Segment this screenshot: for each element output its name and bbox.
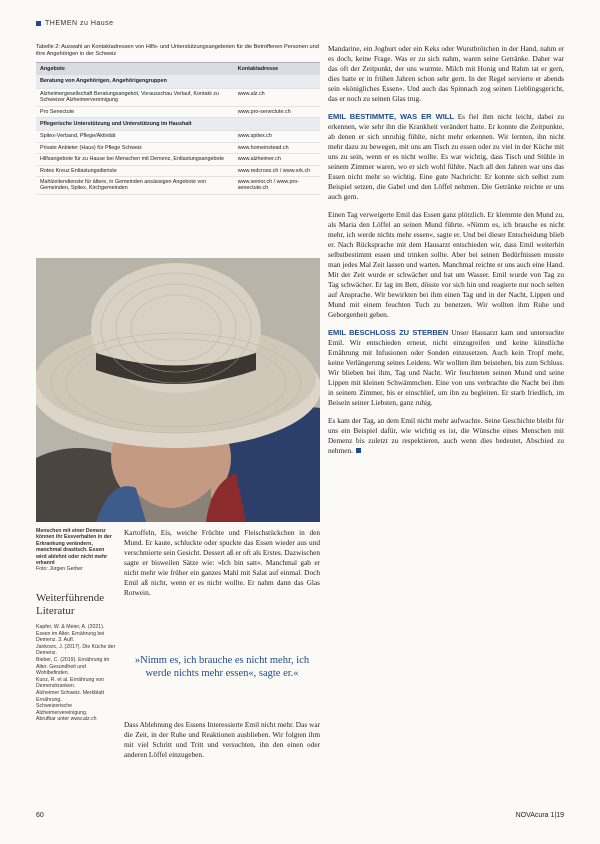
table-section-title: Beratung von Angehörigen, Angehörigengruppen (36, 75, 320, 88)
table-row (36, 131, 320, 142)
contact-table (36, 62, 320, 195)
literature-block (36, 592, 116, 723)
table-cell-contact[interactable]: www.spitex.ch (234, 131, 320, 142)
table-section-title: Pflegerische Unterstützung und Unterstützung im Haushalt (36, 118, 320, 131)
paragraph: Einen Tag verweigerte Emil das Essen ganz plötzlich. Er klemmte den Mund zu, als Maria den Löffel an seinen Mund führte. »Nimm es, ich brauche es nicht mehr, ich werde nichts mehr essen«, sagte er. Und bei dieser Entscheidung blieb er. Nach Rücksprache mit dem Hausarzt entschieden wir, dass Emil weiterhin selbstbestimmt essen und trinken sollte. Aber bei seinen Bedürfnissen musste man jedes Mal Zeit lassen und warten. Manchmal reichte er uns auch eine Hand. Mit der Zeit wurde er schwächer und bat um Wasser. Emil wurde von Tag zu Tag schwächer. Er lag im Bett, dösste vor sich hin und reagierte nur noch selten auf Ansprache. Wir bewirkten bei ihm einen Tag und in der Nacht, Lippen und Mund mit einem feuchten Tuch zu benetzen. Wir wollten ihm Ruhe und Geborgenheit geben. (328, 210, 564, 319)
subheading: EMIL BESCHLOSS ZU STERBEN (328, 328, 449, 337)
table-cell-offer: Hilfsangebote für zu Hause bei Menschen mit Demenz, Entlastungsangebote (36, 154, 234, 165)
table-cell-contact[interactable]: www.alzheimer.ch (234, 154, 320, 165)
table-row (36, 106, 320, 117)
body-text-middle-1: Kartoffeln, Eis, weiche Früchte und Fleischstückchen in den Mund. Er kaute, schluckte oder spuckte das Essen wieder aus und verschmierte sein Gesicht. Dessert aß er oft als Erstes. Dazwischen sagte er bisweilen Sätze wie: »Ich bin satt«. Manchmal gab er nicht mehr wie früher ein ganzes Mahl mit Salat auf einmal. Doch Emil aß nicht, wenn er es nicht wollte. Er nahm dann das Glas Rotwein. (124, 528, 320, 597)
paragraph: Es kam der Tag, an dem Emil nicht mehr aufwachte. Seine Geschichte bleibt für uns ein Beispiel dafür, wie wichtig es ist, die Wünsche eines Menschen mit Demenz bis zuletzt zu respektieren, auch wenn dies bedeutet, Abschied zu nehmen. (328, 416, 564, 455)
table-cell-offer: Mahlzeitendienste für ältere, in Gemeinden ansässigen Angebote von Gemeinden, Spitex, Kirchgemeinden (36, 177, 234, 195)
page-number-left: 60 (36, 812, 44, 819)
table-cell-contact[interactable]: www.redcross.ch / www.srk.ch (234, 165, 320, 176)
photo-credit: Foto: Jürgen Gerber (36, 566, 83, 573)
subheading: EMIL BESTIMMTE, WAS ER WILL (328, 112, 454, 121)
table-row (36, 88, 320, 106)
man-with-hat-photo (36, 258, 320, 522)
pull-quote: »Nimm es, ich brauche es nicht mehr, ich werde nichts mehr essen«, sagte er.« (134, 655, 310, 679)
literature-list: Kapfer, W. & Meier, A. (2021). Essen im Alter. Ernährung bei Demenz. 3. Aufl. Jankovic, J. (2017). Die Küche der Demenz. Bieber, C. (2019). Ernährung im Alter. Gesundheit und Wohlbefinden. Kunz, R. et al. Ernährung von Demenzkranken. Alzheimer Schweiz. Merkblatt Ernährung. Schweizerische Alzheimervereinigung. Abrufbar unter www.alz.ch (36, 624, 116, 723)
table-cell-offer: Private Anbieter (Haus) für Pflege Schweiz (36, 142, 234, 153)
table-header-offers: Angebote (36, 63, 234, 76)
running-header (36, 20, 114, 27)
end-of-article-icon (356, 448, 361, 453)
table-cell-contact[interactable]: www.senior.ch / www.pro-senectute.ch (234, 177, 320, 195)
photo-caption: Menschen mit einer Demenz können ihr Essverhalten in der Erkrankung verändern, manchmal drastisch. Essen wird ablehnt oder nicht mehr erkannt Foto: Jürgen Gerber (36, 528, 116, 573)
page-number-right: NOVAcura 1|19 (515, 812, 564, 819)
table-caption: Tabelle 2: Auswahl an Kontaktadressen von Hilfs- und Unterstützungsangeboten für die Betroffenen Personen und ihre Angehörigen in der Schweiz (36, 44, 319, 57)
table-row (36, 142, 320, 153)
table-row (36, 177, 320, 195)
table-cell-contact[interactable]: www.pro-senectute.ch (234, 106, 320, 117)
table-header-contact: Kontaktadresse (234, 63, 320, 76)
table-cell-offer: Rotes Kreuz Entlastungsdienste (36, 165, 234, 176)
table-row (36, 165, 320, 176)
table-cell-contact[interactable]: www.homeinstead.ch (234, 142, 320, 153)
literature-heading: Weiterführende Literatur (36, 592, 105, 617)
contact-table-block (36, 44, 320, 195)
paragraph: Mandarine, ein Joghurt oder ein Keks oder Wurstbrötchen in der Hand, nahm er es doch, keine Frage. Was er zu sich nahm, waren seine Getränke. Daher war das oft der Zeitpunkt, der uns wurmte. Milch mit Honig und Rahm tat er gern, dies hatte er in frühen Jahren schon sehr gern. In der Regel servierte er abends sein »königliches Essen«. Und auch das Spinnach zog seinen Lieblingsgericht, das er noch zu seinen Glas trug. (328, 44, 564, 103)
man-with-hat-illustration (36, 258, 320, 522)
section-label: THEMEN zu Hause (45, 20, 114, 27)
paragraph: EMIL BESCHLOSS ZU STERBEN Unser Hausarzt kam und untersuchte Emil. Wir entschieden erneut, nicht einzugreifen und keine künstliche Ernährung mit Infusionen oder Sonden einzusetzen. Auch kein Tropf mehr, keine Verlängerung seines Leidens. Wir wollten ihm beistehen, bis zum Schluss. Wir blieben bei ihm, Tag und Nacht. Wir feuchteten seinen Mund und seine Lippen mit kleinen Schwämmchen. Eine von uns verbrachte die Nacht bei ihm in seinem Zimmer, bis er einschlief, um ihn zu begleiten. Er starb friedlich, im Beisein seiner Liebsten, ganz ruhig. (328, 328, 564, 407)
table-row (36, 154, 320, 165)
section-marker-icon (36, 21, 41, 26)
paragraph: EMIL BESTIMMTE, WAS ER WILL Es fiel ihm nicht leicht, dabei zu erkennen, wie sehr ihn die Krankheit verändert hatte. Er konnte die Zeitpunkte, ab denen er sich unruhig fühlte, nicht mehr erkennen. Wir lernten, ihn nicht mehr dazu zu bewegen, mit uns am Tisch zu essen oder zu viel in der Küche mit uns zu sein, wenn er es nicht wollte. Es war wichtig, dass Tisch und Stühle in seinem Zimmer waren, wo er sich wohl fühlte. Nach all den Jahren war uns das Essen nicht mehr so wichtig. Eine gute Nachricht: Er konnte sich selbst zum Beispiel setzen, die Gabel und den Löffel nehmen. Die Getränke reichte er uns auch gern. (328, 112, 564, 201)
table-cell-offer: Spitex-Verband, Pflege/Aktivität (36, 131, 234, 142)
table-cell-offer: Alzheimergesellschaft Beratungsangebot, Vorausschau Verlauf, Kontakt zu Schweizer Alzheimervereinigung (36, 88, 234, 106)
body-text-right (328, 44, 564, 464)
body-text-middle-2: Dass Ablehnung des Essens Interessierte Emil nicht mehr. Das war die Zeit, in der Ruhe und Reaktionen ausblieben. Wir folgten ihm mit viel Schritt und Tritt und versuchten, ihn den einen oder anderen Löffel einzugeben. (124, 720, 320, 759)
table-cell-contact[interactable]: www.alz.ch (234, 88, 320, 106)
table-cell-offer: Pro Senectute (36, 106, 234, 117)
